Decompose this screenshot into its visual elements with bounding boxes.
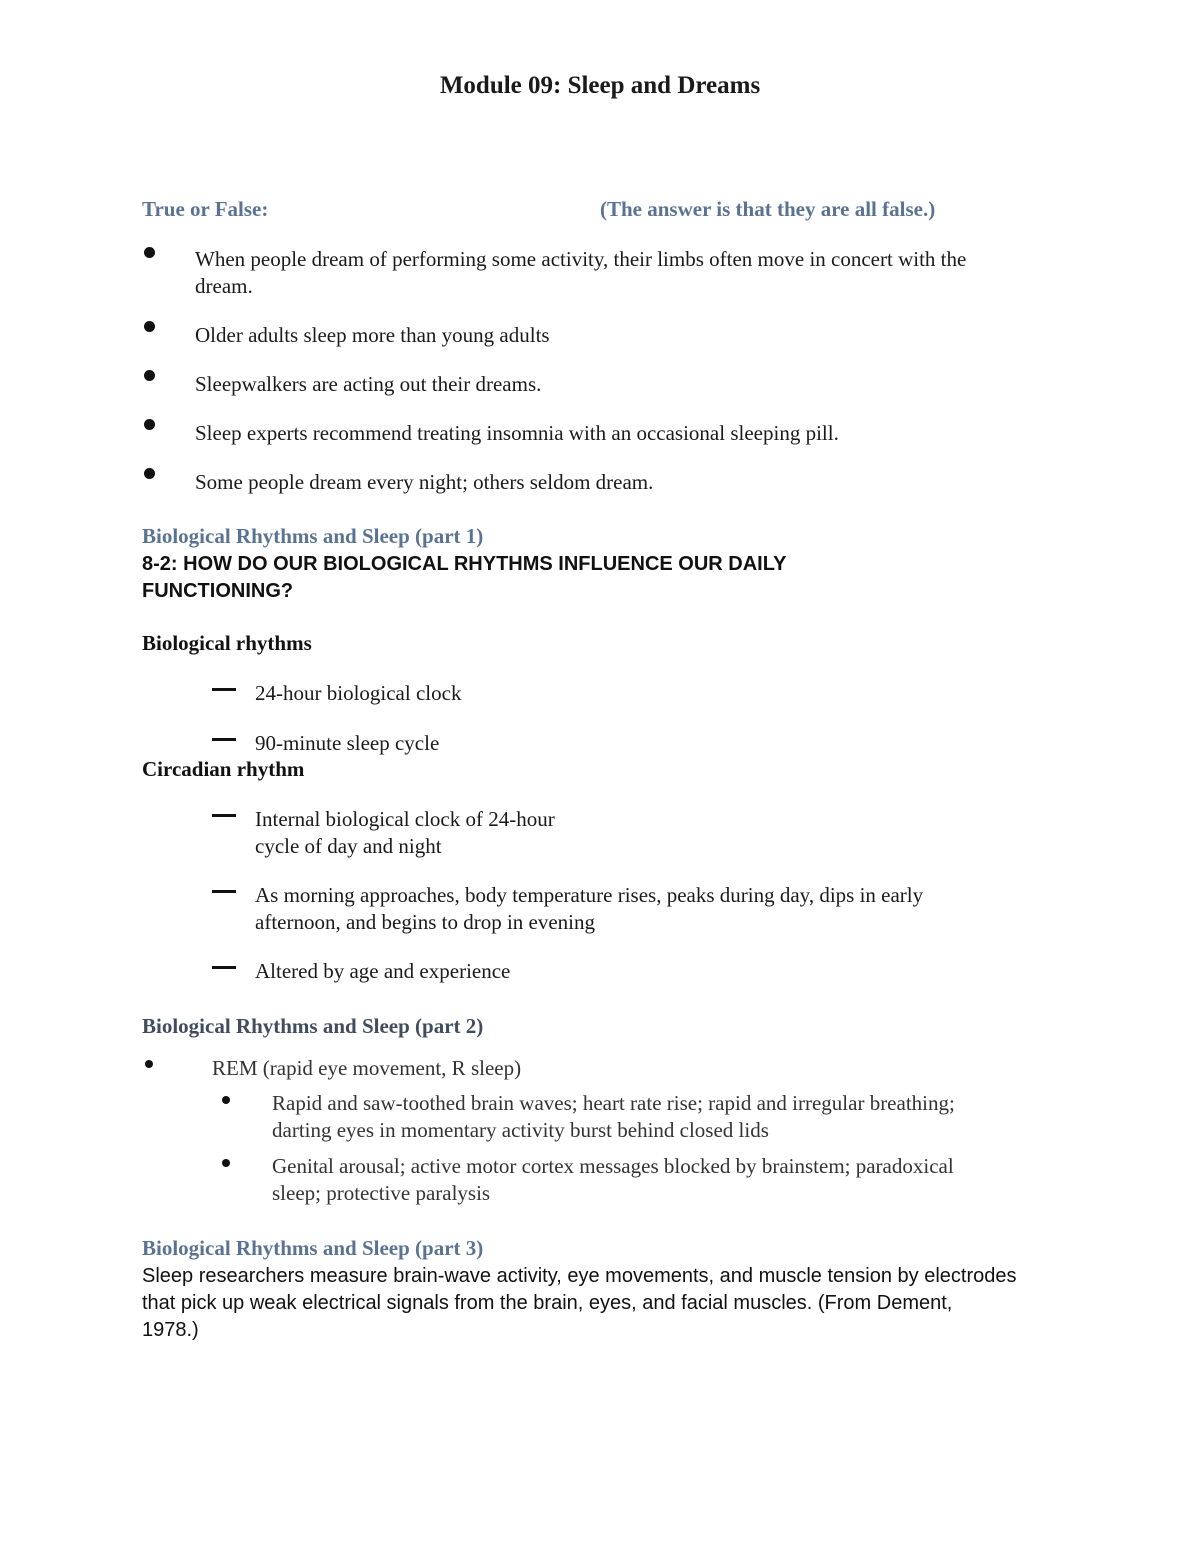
list-item: Sleep experts recommend treating insomnia with an occasional sleeping pill. — [195, 421, 839, 445]
dash-icon — [212, 738, 236, 741]
section-heading-part2: Biological Rhythms and Sleep (part 2) — [142, 1014, 484, 1038]
dash-icon — [212, 688, 236, 691]
list-item: When people dream of performing some activity, their limbs often move in concert with the — [195, 247, 967, 271]
list-item: 24-hour biological clock — [255, 681, 462, 705]
sub-bullet-icon — [222, 1159, 230, 1167]
list-item: 90-minute sleep cycle — [255, 731, 440, 755]
list-item-continuation: cycle of day and night — [255, 834, 442, 858]
true-false-heading: True or False: — [142, 197, 269, 221]
list-item-continuation: sleep; protective paralysis — [272, 1181, 491, 1205]
paragraph-line: Sleep researchers measure brain-wave activity, eye movements, and muscle tension by electrodes — [142, 1265, 1017, 1287]
list-item-continuation: afternoon, and begins to drop in evening — [255, 910, 595, 934]
section-heading-part3: Biological Rhythms and Sleep (part 3) — [142, 1236, 484, 1260]
list-item: As morning approaches, body temperature rises, peaks during day, dips in early — [255, 883, 924, 907]
bullet-icon — [144, 370, 155, 381]
paragraph-line: that pick up weak electrical signals from the brain, eyes, and facial muscles. (From Dement, — [142, 1292, 953, 1314]
sub-bullet-icon — [222, 1096, 230, 1104]
list-item: Internal biological clock of 24-hour — [255, 807, 555, 831]
biological-rhythms-label: Biological rhythms — [142, 631, 312, 655]
list-item-continuation: dream. — [195, 274, 253, 298]
dash-icon — [212, 814, 236, 817]
bullet-icon — [144, 247, 155, 258]
list-item-continuation: darting eyes in momentary activity burst behind closed lids — [272, 1118, 769, 1142]
learning-question: 8-2: HOW DO OUR BIOLOGICAL RHYTHMS INFLUENCE OUR DAILY — [142, 553, 787, 575]
list-item: Altered by age and experience — [255, 959, 511, 983]
page-title: Module 09: Sleep and Dreams — [439, 72, 761, 99]
list-item: Rapid and saw-toothed brain waves; heart rate rise; rapid and irregular breathing; — [272, 1091, 955, 1115]
true-false-answer-note: (The answer is that they are all false.) — [600, 197, 936, 221]
learning-question-continuation: FUNCTIONING? — [142, 580, 294, 602]
circadian-rhythm-label: Circadian rhythm — [142, 757, 305, 781]
list-item: Some people dream every night; others seldom dream. — [195, 470, 654, 494]
bullet-icon — [144, 468, 155, 479]
list-item: Genital arousal; active motor cortex messages blocked by brainstem; paradoxical — [272, 1154, 954, 1178]
list-item: REM (rapid eye movement, R sleep) — [212, 1056, 522, 1080]
dash-icon — [212, 966, 236, 969]
paragraph-line: 1978.) — [142, 1319, 199, 1341]
section-heading-part1: Biological Rhythms and Sleep (part 1) — [142, 524, 484, 548]
list-item: Sleepwalkers are acting out their dreams. — [195, 372, 542, 396]
bullet-icon — [144, 419, 155, 430]
list-item: Older adults sleep more than young adults — [195, 323, 550, 347]
bullet-icon — [145, 1060, 153, 1068]
dash-icon — [212, 890, 236, 893]
bullet-icon — [144, 321, 155, 332]
